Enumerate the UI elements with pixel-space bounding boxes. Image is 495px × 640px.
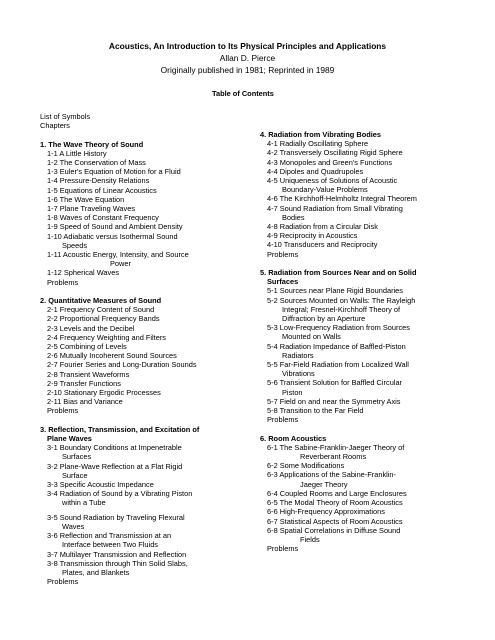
toc-entry: 3-3 Specific Acoustic Impedance <box>47 480 154 490</box>
toc-left-column <box>40 112 240 586</box>
toc-entry: 2-10 Stationary Ergodic Processes <box>47 388 161 398</box>
toc-entry-continuation: Waves <box>62 521 85 531</box>
toc-entry: 6-6 High-Frequency Approximations <box>267 507 385 517</box>
toc-entry: 1-10 Adiabatic versus Isothermal Sound <box>47 231 178 241</box>
toc-entry-continuation: Speeds <box>62 240 88 250</box>
toc-entry: 2-6 Mutually Incoherent Sound Sources <box>47 351 177 361</box>
toc-entry: 1-2 The Conservation of Mass <box>47 158 146 167</box>
toc-entry-continuation: Mounted on Walls <box>282 332 341 342</box>
toc-entry: 4-8 Radiation from a Circular Disk <box>267 222 378 232</box>
toc-entry: 3-6 Reflection and Transmission at an <box>47 531 172 541</box>
chapter-5-title: 5. Radiation from Sources Near and on Solid <box>260 268 417 278</box>
toc-entry: 1-6 The Wave Equation <box>47 194 125 204</box>
chapter-5-title-continuation: Surfaces <box>267 277 299 287</box>
toc-entry: 4-6 The Kirchhoff-Helmholtz Integral Theorem <box>267 194 417 204</box>
toc-entry: 1-4 Pressure-Density Relations <box>47 176 150 186</box>
toc-entry: 4-4 Dipoles and Quadrupoles <box>267 166 364 176</box>
toc-entry: 3-1 Boundary Conditions at Impenetrable <box>47 443 182 453</box>
toc-entry-continuation: Integral; Fresnel-Kirchhoff Theory of <box>282 304 401 314</box>
toc-entry-continuation: Vibrations <box>282 369 315 379</box>
toc-entry: 3-8 Transmission through Thin Solid Slabs, <box>47 558 188 568</box>
toc-entry: 2-3 Levels and the Decibel <box>47 323 135 333</box>
toc-entry: 2-5 Combining of Levels <box>47 342 127 352</box>
toc-entry: 6-5 The Modal Theory of Room Acoustics <box>267 498 403 508</box>
book-author: Allan D. Pierce <box>219 53 276 63</box>
chapter-3-title: 3. Reflection, Transmission, and Excitation of <box>40 424 200 434</box>
toc-entry-problems: Problems <box>47 406 79 416</box>
toc-entry: 1-12 Spherical Waves <box>47 268 120 278</box>
toc-entry: 1-3 Euler's Equation of Motion for a Fluid <box>47 167 181 177</box>
toc-entry: 6-3 Applications of the Sabine-Franklin- <box>267 470 396 480</box>
toc-entry: 2-8 Transient Waveforms <box>47 369 130 379</box>
toc-entry: 1-9 Speed of Sound and Ambient Density <box>47 222 183 232</box>
chapter-3-title-continuation: Plane Waves <box>47 434 92 444</box>
toc-entry-problems: Problems <box>47 577 79 587</box>
toc-entry-continuation: Interface between Two Fluids <box>62 540 158 550</box>
toc-front-item: Chapters <box>40 121 70 131</box>
toc-entry: 1-5 Equations of Linear Acoustics <box>47 185 157 195</box>
toc-entry-continuation: Power <box>110 259 131 269</box>
chapter-1-title: 1. The Wave Theory of Sound <box>40 139 144 149</box>
toc-entry: 4-9 Reciprocity in Acoustics <box>267 231 358 241</box>
toc-entry: 2-11 Bias and Variance <box>47 397 123 407</box>
toc-entry: 5-2 Sources Mounted on Walls: The Rayleigh <box>267 295 416 305</box>
toc-entry: 1-8 Waves of Constant Frequency <box>47 213 159 223</box>
publication-note: Originally published in 1981; Reprinted in 1989 <box>160 65 335 75</box>
toc-entry: 2-9 Transfer Functions <box>47 378 121 388</box>
toc-entry: 1-11 Acoustic Energy, Intensity, and Source <box>47 250 189 260</box>
toc-entry: 2-2 Proportional Frequency Bands <box>47 314 160 324</box>
toc-entry: 5-4 Radiation Impedance of Baffled-Piston <box>267 341 406 351</box>
toc-entry: 2-4 Frequency Weighting and Filters <box>47 332 166 342</box>
toc-entry-continuation: Surfaces <box>62 452 92 462</box>
toc-entry: 2-7 Fourier Series and Long-Duration Sounds <box>47 360 197 370</box>
toc-entry-problems: Problems <box>267 544 299 554</box>
toc-entry-problems: Problems <box>47 277 79 287</box>
toc-entry-problems: Problems <box>267 415 299 425</box>
toc-entry: 4-2 Transversely Oscillating Rigid Sphere <box>267 148 403 158</box>
document-header <box>0 40 495 76</box>
toc-entry: 3-4 Radiation of Sound by a Vibrating Piston <box>47 489 193 499</box>
toc-entry: 5-7 Field on and near the Symmetry Axis <box>267 396 401 406</box>
toc-entry: 2-1 Frequency Content of Sound <box>47 305 155 315</box>
toc-entry-problems: Problems <box>267 249 299 259</box>
toc-entry-continuation: Boundary-Value Problems <box>282 185 368 195</box>
toc-right-column <box>260 130 470 553</box>
toc-entry: 5-5 Far-Field Radiation from Localized Wall <box>267 360 409 370</box>
toc-entry-continuation: Surface <box>62 470 88 480</box>
toc-entry: 3-7 Multilayer Transmission and Reflection <box>47 549 187 559</box>
book-title: Acoustics, An Introduction to Its Physical Principles and Applications <box>108 41 387 51</box>
toc-entry: 1-7 Plane Traveling Waves <box>47 204 136 214</box>
toc-entry-continuation: Jaeger Theory <box>300 479 348 489</box>
toc-entry: 5-6 Transient Solution for Baffled Circular <box>267 378 403 388</box>
chapter-4-title: 4. Radiation from Vibrating Bodies <box>260 130 382 139</box>
toc-entry: 4-5 Uniqueness of Solutions of Acoustic <box>267 176 398 186</box>
toc-entry-continuation: Plates, and Blankets <box>62 567 130 577</box>
toc-entry: 3-2 Plane-Wave Reflection at a Flat Rigid <box>47 461 183 471</box>
chapter-2-title: 2. Quantitative Measures of Sound <box>40 296 162 306</box>
toc-entry: 3-5 Sound Radiation by Traveling Flexural <box>47 512 185 522</box>
toc-entry: 6-4 Coupled Rooms and Large Enclosures <box>267 488 407 498</box>
toc-entry-continuation: Diffraction by an Aperture <box>282 314 366 324</box>
toc-entry-continuation: within a Tube <box>62 498 106 508</box>
toc-entry: 4-7 Sound Radiation from Small Vibrating <box>267 203 403 213</box>
toc-entry: 4-1 Radially Oscillating Sphere <box>267 139 369 149</box>
toc-entry-continuation: Fields <box>300 534 320 544</box>
toc-entry-continuation: Bodies <box>282 212 305 222</box>
toc-entry-continuation: Piston <box>282 387 303 397</box>
toc-front-item: List of Symbols <box>40 112 91 121</box>
toc-entry-continuation: Reverberant Rooms <box>300 452 367 462</box>
toc-entry: 6-1 The Sabine-Franklin-Jaeger Theory of <box>267 442 405 452</box>
toc-entry-continuation: Radiators <box>282 350 314 360</box>
toc-entry: 4-10 Transducers and Reciprocity <box>267 240 378 250</box>
toc-entry: 4-3 Monopoles and Green's Functions <box>267 157 393 167</box>
toc-entry: 1-1 A Little History <box>47 148 107 158</box>
toc-heading: Table of Contents <box>212 89 274 98</box>
chapter-6-title: 6. Room Acoustics <box>260 433 327 443</box>
toc-entry: 6-2 Some Modifications <box>267 461 345 471</box>
toc-entry: 5-3 Low-Frequency Radiation from Sources <box>267 323 410 333</box>
toc-entry: 6-7 Statistical Aspects of Room Acoustics <box>267 516 403 526</box>
toc-entry: 5-1 Sources near Plane Rigid Boundaries <box>267 286 403 296</box>
toc-entry: 6-8 Spatial Correlations in Diffuse Sound <box>267 525 401 535</box>
toc-entry: 5-8 Transition to the Far Field <box>267 406 364 416</box>
